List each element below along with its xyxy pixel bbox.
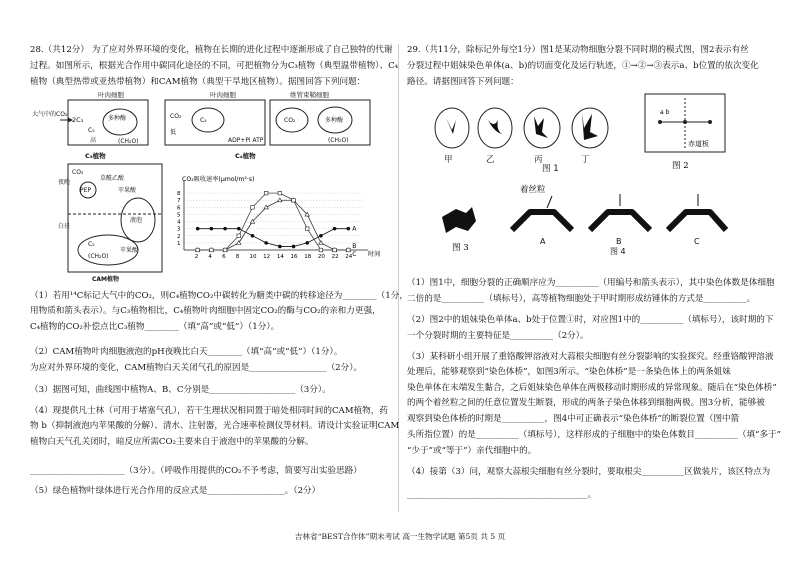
figure-2 <box>640 90 735 172</box>
series-c-point <box>210 248 214 252</box>
series-a-label: A <box>352 225 357 233</box>
fig1-label-bing: 丙 <box>534 155 543 165</box>
series-c-point <box>264 191 268 195</box>
fig4-c-shape <box>668 212 726 230</box>
series-c-point <box>196 248 200 252</box>
fig2-caption: 图 2 <box>672 161 689 171</box>
fig1-label-yi: 乙 <box>486 155 495 165</box>
fig2-plate-label: 赤道板 <box>688 140 709 148</box>
series-a-point <box>196 227 200 231</box>
chart-xtick: 16 <box>290 254 298 260</box>
q28-2-line-b: 为应对外界环境的变化，CAM植物白天关闭气孔的原因是__________________（2分）。 <box>30 363 363 373</box>
series-b-point <box>237 241 241 245</box>
cell-jia <box>435 108 469 148</box>
fig4-caption: 图 4 <box>610 247 626 256</box>
c4-c4: C₄ <box>200 117 207 124</box>
cam-ch2o: (CH₂O) <box>88 253 109 260</box>
figure-1 <box>430 100 620 172</box>
series-a-point <box>347 227 351 231</box>
fig1-label-jia: 甲 <box>444 155 453 165</box>
c4-atp: ADP+Pi ATP <box>228 137 264 144</box>
chart-xtick: 18 <box>304 254 312 260</box>
chart-xtick: 8 <box>235 254 240 260</box>
chart-xtick: 6 <box>222 254 226 260</box>
q29-3-line-g: “少于”或“等于”）亲代细胞中的。 <box>407 446 537 456</box>
fig4-b-shape <box>590 212 650 230</box>
series-b-point <box>264 205 268 209</box>
series-a-point <box>333 227 337 231</box>
fig3-caption: 图 3 <box>452 243 469 253</box>
q29-4-line-a: （4）接第（3）问，观察大蒜根尖细胞有丝分裂时，要取根尖__________区做装片，该区特点为 <box>407 467 771 477</box>
series-c-point <box>237 234 241 238</box>
chart-ytick: 7 <box>177 198 181 205</box>
c3-high: 高 <box>90 137 97 144</box>
q28-4-line-a: （4）现提供凡士林（可用于堵塞气孔），若干生理状况相同置于暗处相同时间的CAM植物，药 <box>30 406 388 416</box>
c4-cell-b-label: 维管束鞘细胞 <box>290 91 329 99</box>
chart-xlabel: 时间 <box>368 251 381 258</box>
c3-c5: C₅ <box>88 127 95 134</box>
column-divider <box>398 44 399 512</box>
q28-4-line-c: 植物白天气孔关闭时，暗反应所需CO₂主要来自于液泡中的苹果酸的分解。 <box>30 437 314 447</box>
page-footer: 吉林省“BEST合作体”期末考试 高一生物学试题 第5页 共 5 页 <box>294 532 506 541</box>
series-b-label: B <box>352 243 357 250</box>
chart-ytick: 5 <box>177 212 181 219</box>
c4-ch2o: (CH₂O) <box>328 137 349 144</box>
c4-multi-enzyme: 多种酶 <box>325 117 344 124</box>
chart-ytick: 6 <box>177 205 181 212</box>
chart-xtick: 14 <box>276 254 284 260</box>
chart-ytick: 2 <box>177 233 181 240</box>
fig4-part-c: C <box>694 237 700 246</box>
q29-line3: 路径。请据图回答下列问题： <box>407 77 519 87</box>
fig1-label-ding: 丁 <box>581 155 590 165</box>
fig1-caption: 图 1 <box>542 164 559 172</box>
chart-xtick: 20 <box>317 254 325 260</box>
series-b-line <box>198 200 349 250</box>
q28-1-line-b: 用物质和箭头表示）。与C₃植物相比，C₄植物叶肉细胞中固定CO₂的酶与CO₂的亲和力更强， <box>30 306 381 316</box>
chart-ytick: 8 <box>177 191 181 198</box>
c4-plant-label: C₄植物 <box>235 152 256 160</box>
chart-title: CO₂吸收速率(μmol/m²·s) <box>182 176 255 183</box>
q28-5: （5）绿色植物叶绿体进行光合作用的反应式是__________________。（2分） <box>30 486 321 496</box>
series-b-point <box>319 241 323 245</box>
c4-low: 低 <box>170 129 177 136</box>
q29-4-line-b: __________________________________________。 <box>407 490 597 500</box>
cam-c5: C₅ <box>88 241 95 248</box>
cam-co2: CO₂ <box>72 169 84 176</box>
q29-3-line-b: 处理后，能够观察到“染色体桥”，如图3所示。“染色体桥”是一条染色体上的两条姐妹 <box>407 367 731 377</box>
q28-4-line-b: 物 b（抑制液泡内苹果酸的分解）、清水、注射器，光合速率检测仪等材料。请设计实验证明CAM <box>30 421 400 431</box>
chart-ytick: 4 <box>177 219 181 226</box>
fig4-part-a: A <box>540 237 546 246</box>
c3-plant-label: C₃植物 <box>85 152 106 160</box>
q28-3: （3）据图可知，曲线图中植物A、B、C分别是____________________（3分）。 <box>30 385 331 395</box>
series-a-line <box>198 229 349 247</box>
series-a-point <box>319 234 323 238</box>
cam-malic-1: 苹果酸 <box>118 187 137 194</box>
figure-3-4 <box>430 182 730 256</box>
fig4-a-shape <box>512 212 572 230</box>
cam-oaa: 草酰乙酸 <box>100 175 125 182</box>
series-c-point <box>333 248 337 252</box>
chart-ytick: 1 <box>177 240 181 247</box>
q29-3-line-a: （3）某科研小组开展了重铬酸钾溶液对大蒜根尖细胞有丝分裂影响的实验探究。经重铬酸钾溶液 <box>407 352 774 362</box>
c3-ch2o: (CH₂O) <box>118 138 139 145</box>
series-c-label: C <box>352 251 357 258</box>
series-c-point <box>305 227 309 231</box>
c3-cell-label: 叶肉细胞 <box>98 91 124 99</box>
cam-vacuole-label: 液泡 <box>130 217 143 224</box>
q29-line1: 29.（共11分，除标记外每空1分）图1是某动物细胞分裂不同时期的模式图，图2表示有丝 <box>407 45 749 55</box>
q28-line1: 28.（共12分） 为了应对外界环境的变化，植物在长期的进化过程中逐渐形成了自己独特的代谢 <box>30 45 393 55</box>
fig4-part-b: B <box>616 237 622 246</box>
cam-malic-2: 苹果酸 <box>120 247 139 254</box>
q29-line2: 分裂过程中姐妹染色单体(a、b)的切面变化及运行轨迹，①→②→③表示a、b位置的依次变化 <box>407 61 759 71</box>
series-a-point <box>292 245 296 249</box>
c3-cycle <box>103 109 137 135</box>
fig3-bridge <box>442 207 476 233</box>
c3-multi-enzyme: 多种酶 <box>108 115 127 122</box>
c3-c4-diagram <box>30 90 390 160</box>
cam-night: 夜晚 <box>58 179 71 186</box>
q28-2-line-a: （2）CAM植物叶肉细胞液泡的pH夜晚比白天________（填“高”或“低”）（1分）。 <box>30 347 343 357</box>
chart-xtick: 24 <box>345 254 353 260</box>
q28-1-line-c: C₄植物的CO₂补偿点比C₃植物________（填“高”或“低”）（1分）。 <box>30 322 280 332</box>
kinetochore-label: 着丝粒 <box>520 185 546 195</box>
chart-xtick: 2 <box>194 254 199 260</box>
q28-1-line-a: （1）若用¹⁴C标记大气中的CO₂，则C₄植物CO₂中碳转化为糖类中碳的转移途径为________（1分， <box>30 291 408 301</box>
chart-xtick: 10 <box>249 254 257 260</box>
chart-xtick: 22 <box>331 254 339 260</box>
atmo-co2: 大气中的CO₂ <box>32 111 68 118</box>
cam-day: 白昼 <box>58 223 71 230</box>
chart-xtick: 4 <box>208 254 212 260</box>
series-c-point <box>251 206 255 210</box>
q29-3-line-d: 的两个着丝粒之间的任意位置发生断裂，形成的两条子染色体移到细胞两极。图3分析，能够被 <box>407 398 765 408</box>
q29-2-line-a: （2）图2中的姐妹染色单体a、b处于位置①时，对应图1中的__________（填标号），该时期的下 <box>407 315 774 325</box>
c4-co2: CO₂ <box>170 113 182 120</box>
series-a-point <box>264 241 268 245</box>
series-c-point <box>292 198 296 202</box>
series-a-point <box>305 241 309 245</box>
q29-2-line-b: 一个分裂时期的主要特征是__________（2分）。 <box>407 331 589 341</box>
chart-ytick: 3 <box>177 226 181 233</box>
series-a-point <box>223 227 227 231</box>
cam-plant-label: CAM植物 <box>92 276 120 283</box>
q29-1-line-a: （1）图1中，细胞分裂的正确顺序应为__________（用编号和箭头表示），其中染色体数是体细胞 <box>407 278 775 288</box>
c3-c3: 2C₃ <box>72 116 84 124</box>
q29-3-line-e: 观察到染色体桥的时期是__________，图4中可正确表示“染色体桥”的断裂位置（图中箭 <box>407 414 740 424</box>
c4-co2-b: CO₂ <box>284 117 296 124</box>
q28-line2: 过程。如图所示，根据光合作用中碳同化途径的不同，可把植物分为C₃植物（典型温带植物）、C₄ <box>30 61 399 71</box>
svg-text:a b: a b <box>660 109 670 116</box>
series-a-point <box>278 245 282 249</box>
series-a-point <box>210 227 214 231</box>
series-c-point <box>319 248 323 252</box>
c4-cell-a-label: 叶肉细胞 <box>210 91 236 99</box>
q28-4-line-d: ______________________（3分）。（呼吸作用提供的CO₂不予考虑，简要写出实验思路） <box>30 466 362 476</box>
chart-xtick: 12 <box>263 254 271 260</box>
co2-absorption-chart <box>170 172 395 272</box>
series-a-point <box>237 227 241 231</box>
series-c-point <box>223 248 227 252</box>
q29-3-line-f: 头所指位置）的是__________（填标号），这样形成的子细胞中的染色体数目__________（填“多于” <box>407 430 782 440</box>
q28-line3: 植物（典型热带或亚热带植物）和CAM植物（典型干旱地区植物）。据图回答下列问题： <box>30 77 366 87</box>
cam-pep: PEP <box>80 187 92 194</box>
series-c-point <box>347 248 351 252</box>
c4-cycle-1 <box>192 108 224 132</box>
q29-1-line-b: 二倍的是__________（填标号），高等植物细胞处于甲时期形成纺锤体的方式是__________。 <box>407 294 756 304</box>
cam-diagram <box>58 162 168 284</box>
series-c-point <box>278 191 282 195</box>
series-a-point <box>251 234 255 238</box>
q29-3-line-c: 染色单体在末端发生黏合，之后姐妹染色单体在两极移动时期形成的异常现象。随后在“染色体桥” <box>407 383 777 393</box>
